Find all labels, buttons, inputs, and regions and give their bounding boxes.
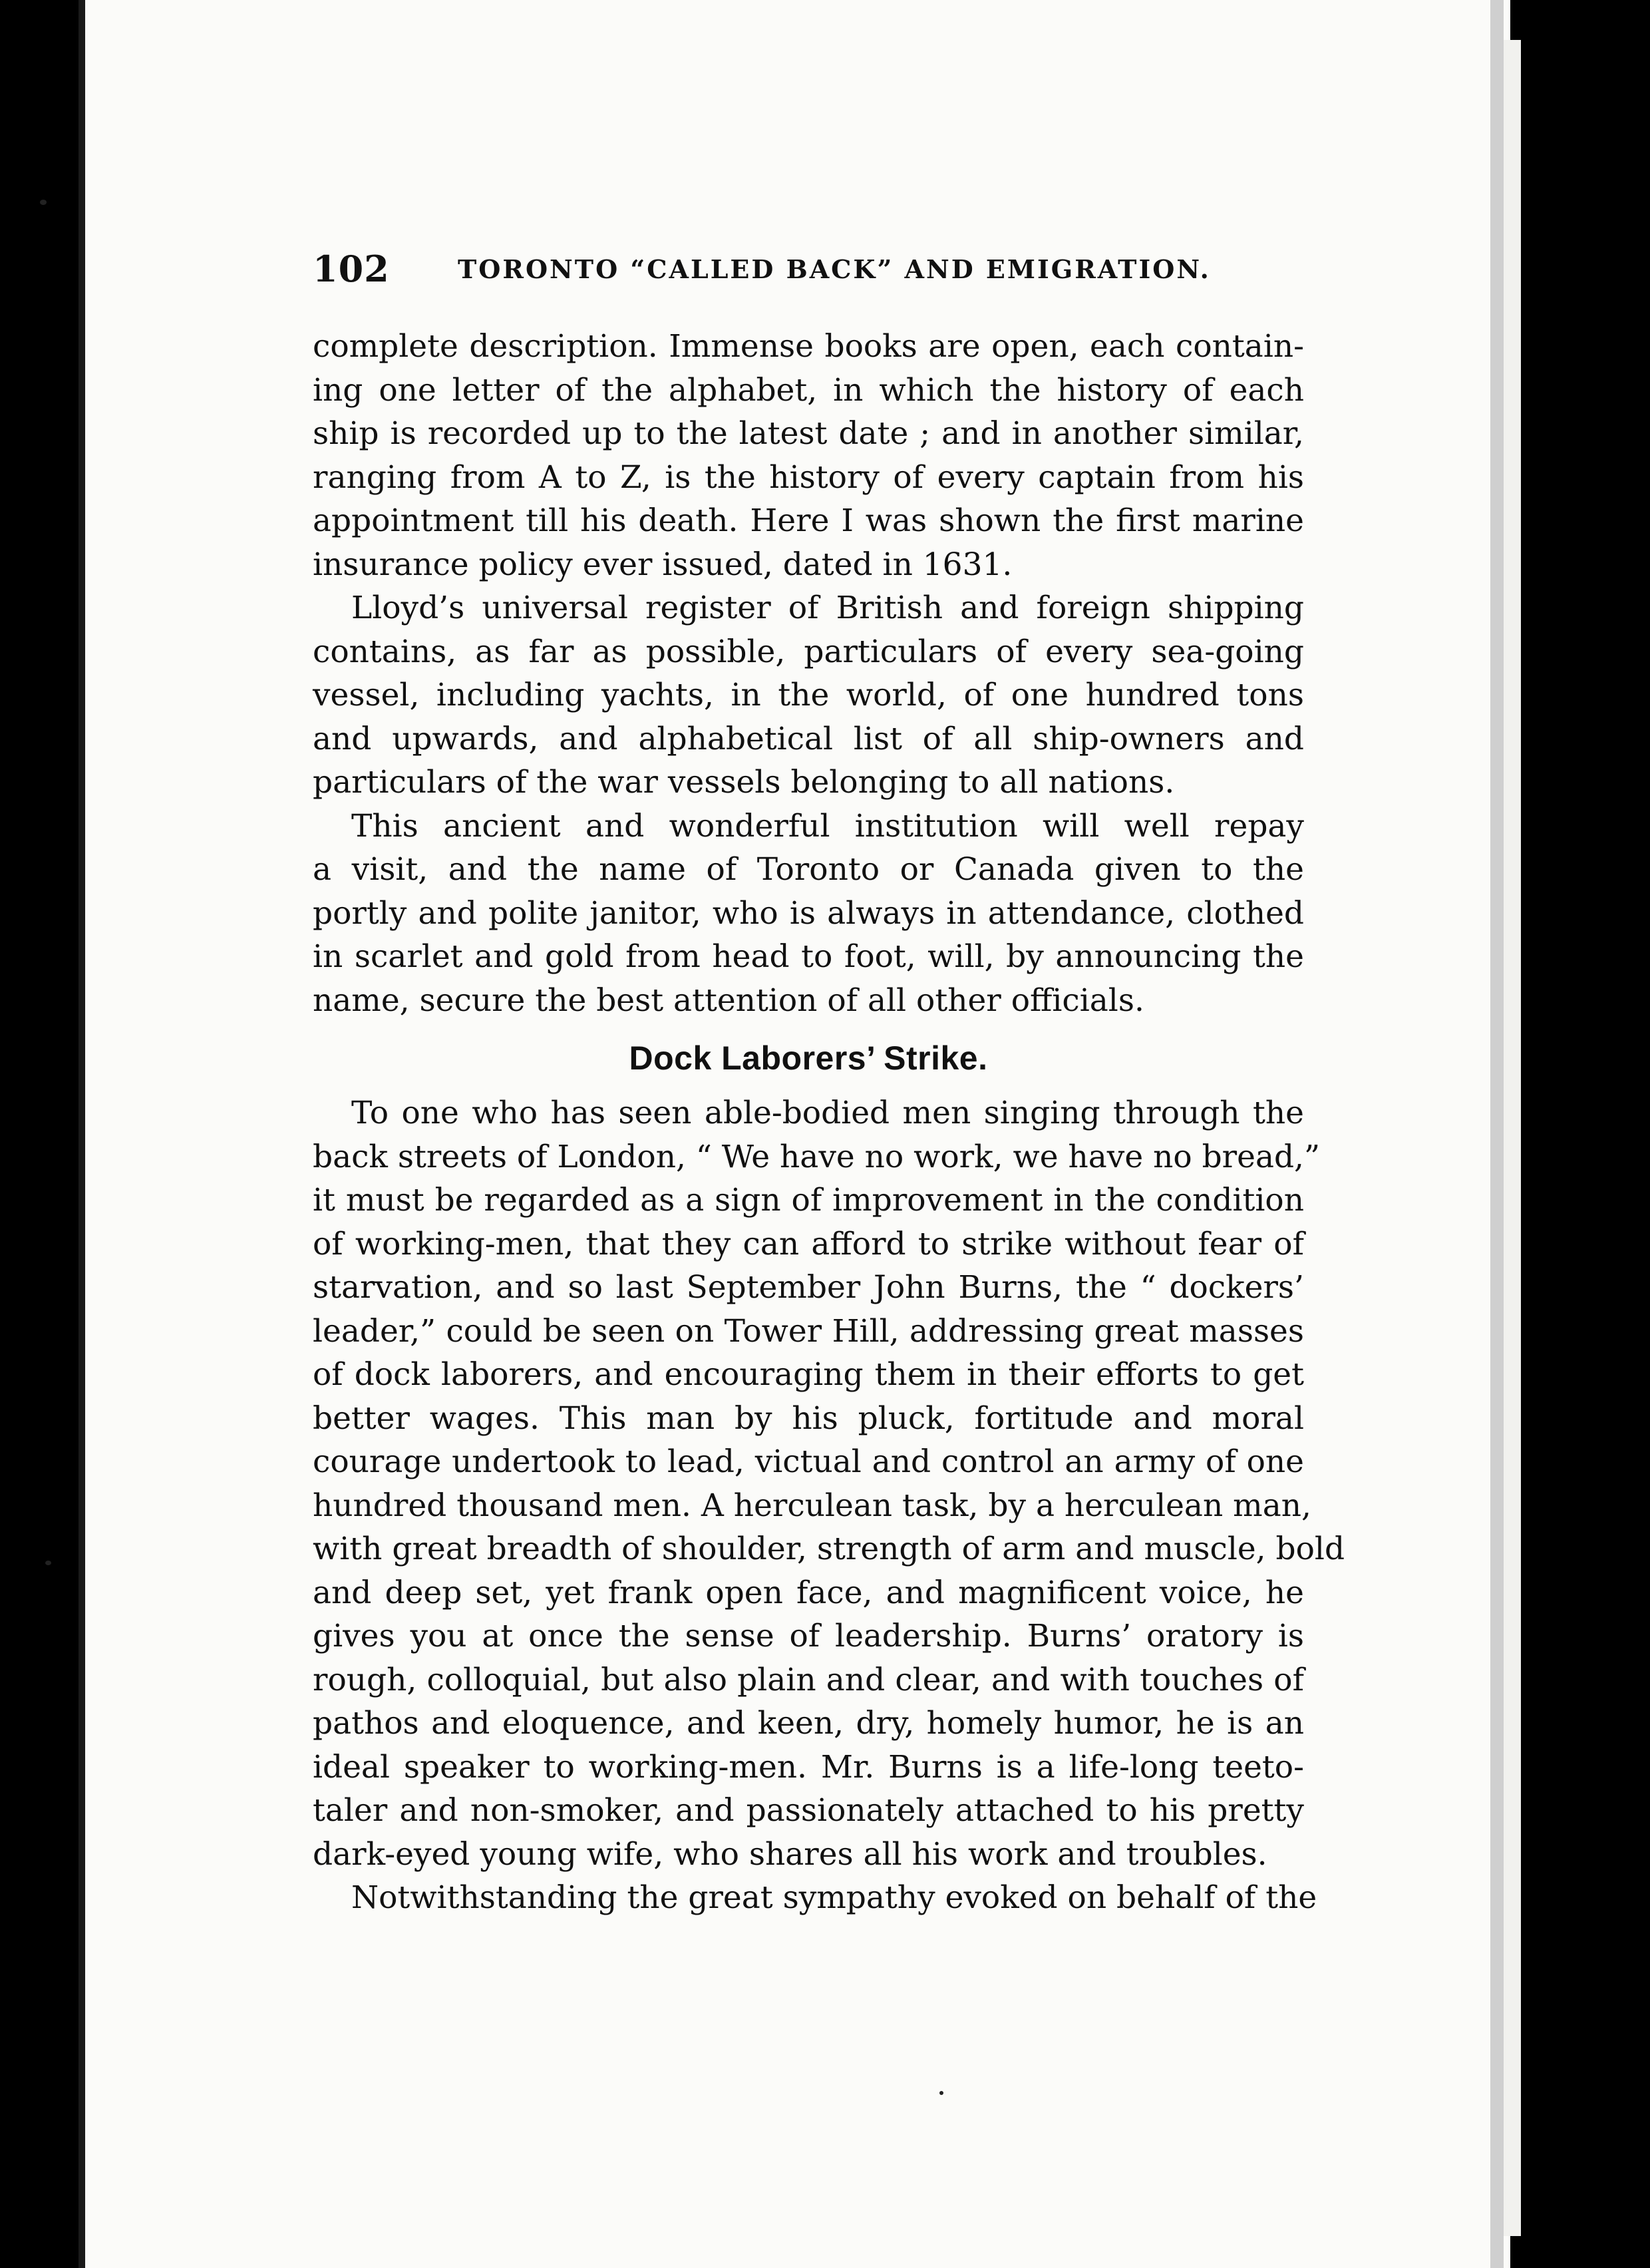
text-line: ranging from A to Z, is the history of every captain from his xyxy=(313,459,1304,496)
text-line: vessel, including yachts, in the world, of one hundred tons xyxy=(313,677,1304,713)
facing-page-edge xyxy=(1504,40,1521,2236)
paragraph-lloyds-books xyxy=(313,325,1304,586)
text-line: name, secure the best attention of all other officials. xyxy=(313,982,1144,1019)
text-line: better wages. This man by his pluck, fortitude and moral xyxy=(313,1400,1304,1437)
page-edge-shadow xyxy=(1490,0,1504,2268)
text-line: and upwards, and alphabetical list of all ship-owners and xyxy=(313,720,1304,757)
text-line: in scarlet and gold from head to foot, will, by announcing the xyxy=(313,938,1304,975)
text-line: it must be regarded as a sign of improvement in the condition xyxy=(313,1182,1304,1219)
text-line: with great breadth of shoulder, strength of arm and muscle, bold xyxy=(313,1531,1345,1567)
paragraph-lloyds-register xyxy=(313,586,1304,805)
running-header xyxy=(313,248,1311,294)
text-line: Notwithstanding the great sympathy evoked on behalf of the xyxy=(351,1879,1317,1916)
text-line: ship is recorded up to the latest date ; and in another similar, xyxy=(313,415,1304,452)
text-line: gives you at once the sense of leadership. Burns’ oratory is xyxy=(313,1618,1304,1654)
text-line: and deep set, yet frank open face, and magnificent voice, he xyxy=(313,1574,1304,1611)
page-number: 102 xyxy=(313,248,390,290)
scan-speck xyxy=(40,200,47,205)
text-line: ing one letter of the alphabet, in which the history of each xyxy=(313,371,1304,409)
body-text xyxy=(313,325,1345,1920)
text-line: starvation, and so last September John Burns, the “ dockers’ xyxy=(313,1269,1304,1306)
text-line: of dock laborers, and encouraging them in their efforts to get xyxy=(313,1356,1304,1393)
section-heading: Dock Laborers’ Strike. xyxy=(629,1040,988,1077)
text-line: rough, colloquial, but also plain and clear, and with touches of xyxy=(313,1661,1304,1698)
text-line: courage undertook to lead, victual and control an army of one xyxy=(313,1443,1304,1480)
text-line: of working-men, that they can afford to strike without fear of xyxy=(313,1225,1304,1262)
paragraph-notwithstanding xyxy=(313,1876,1317,1920)
text-line: ideal speaker to working-men. Mr. Burns is a life-long teeto- xyxy=(313,1748,1304,1786)
running-title: TORONTO “CALLED BACK” AND EMIGRATION. xyxy=(458,254,1211,284)
text-line: dark-eyed young wife, who shares all his work and troubles. xyxy=(313,1835,1267,1873)
text-line: pathos and eloquence, and keen, dry, homely humor, he is an xyxy=(313,1705,1304,1742)
text-line: Lloyd’s universal register of British and foreign shipping xyxy=(351,590,1304,626)
text-line: contains, as far as possible, particulars of every sea-going xyxy=(313,633,1304,670)
text-line: This ancient and wonderful institution will well repay xyxy=(351,807,1304,845)
text-line: particulars of the war vessels belonging to all nations. xyxy=(313,764,1175,801)
text-line: appointment till his death. Here I was shown the first marine xyxy=(313,502,1304,539)
text-line: portly and polite janitor, who is always in attendance, clothed xyxy=(313,894,1304,932)
text-line: leader,” could be seen on Tower Hill, addressing great masses xyxy=(313,1312,1304,1350)
text-line: back streets of London, “ We have no work, we have no bread,” xyxy=(313,1138,1321,1175)
scan-speck xyxy=(939,2091,943,2095)
scan-speck xyxy=(45,1561,51,1565)
text-line: hundred thousand men. A herculean task, by a herculean man, xyxy=(313,1487,1311,1524)
text-line: complete description. Immense books are open, each contain- xyxy=(313,328,1304,365)
text-line: To one who has seen able-bodied men singing through the xyxy=(351,1095,1304,1131)
paragraph-institution-visit xyxy=(313,805,1304,1023)
paragraph-dock-strike xyxy=(313,1091,1345,1876)
text-line: taler and non-smoker, and passionately attached to his pretty xyxy=(313,1792,1304,1829)
text-line: a visit, and the name of Toronto or Canada given to the xyxy=(313,851,1304,888)
text-line: insurance policy ever issued, dated in 1631. xyxy=(313,546,1013,583)
